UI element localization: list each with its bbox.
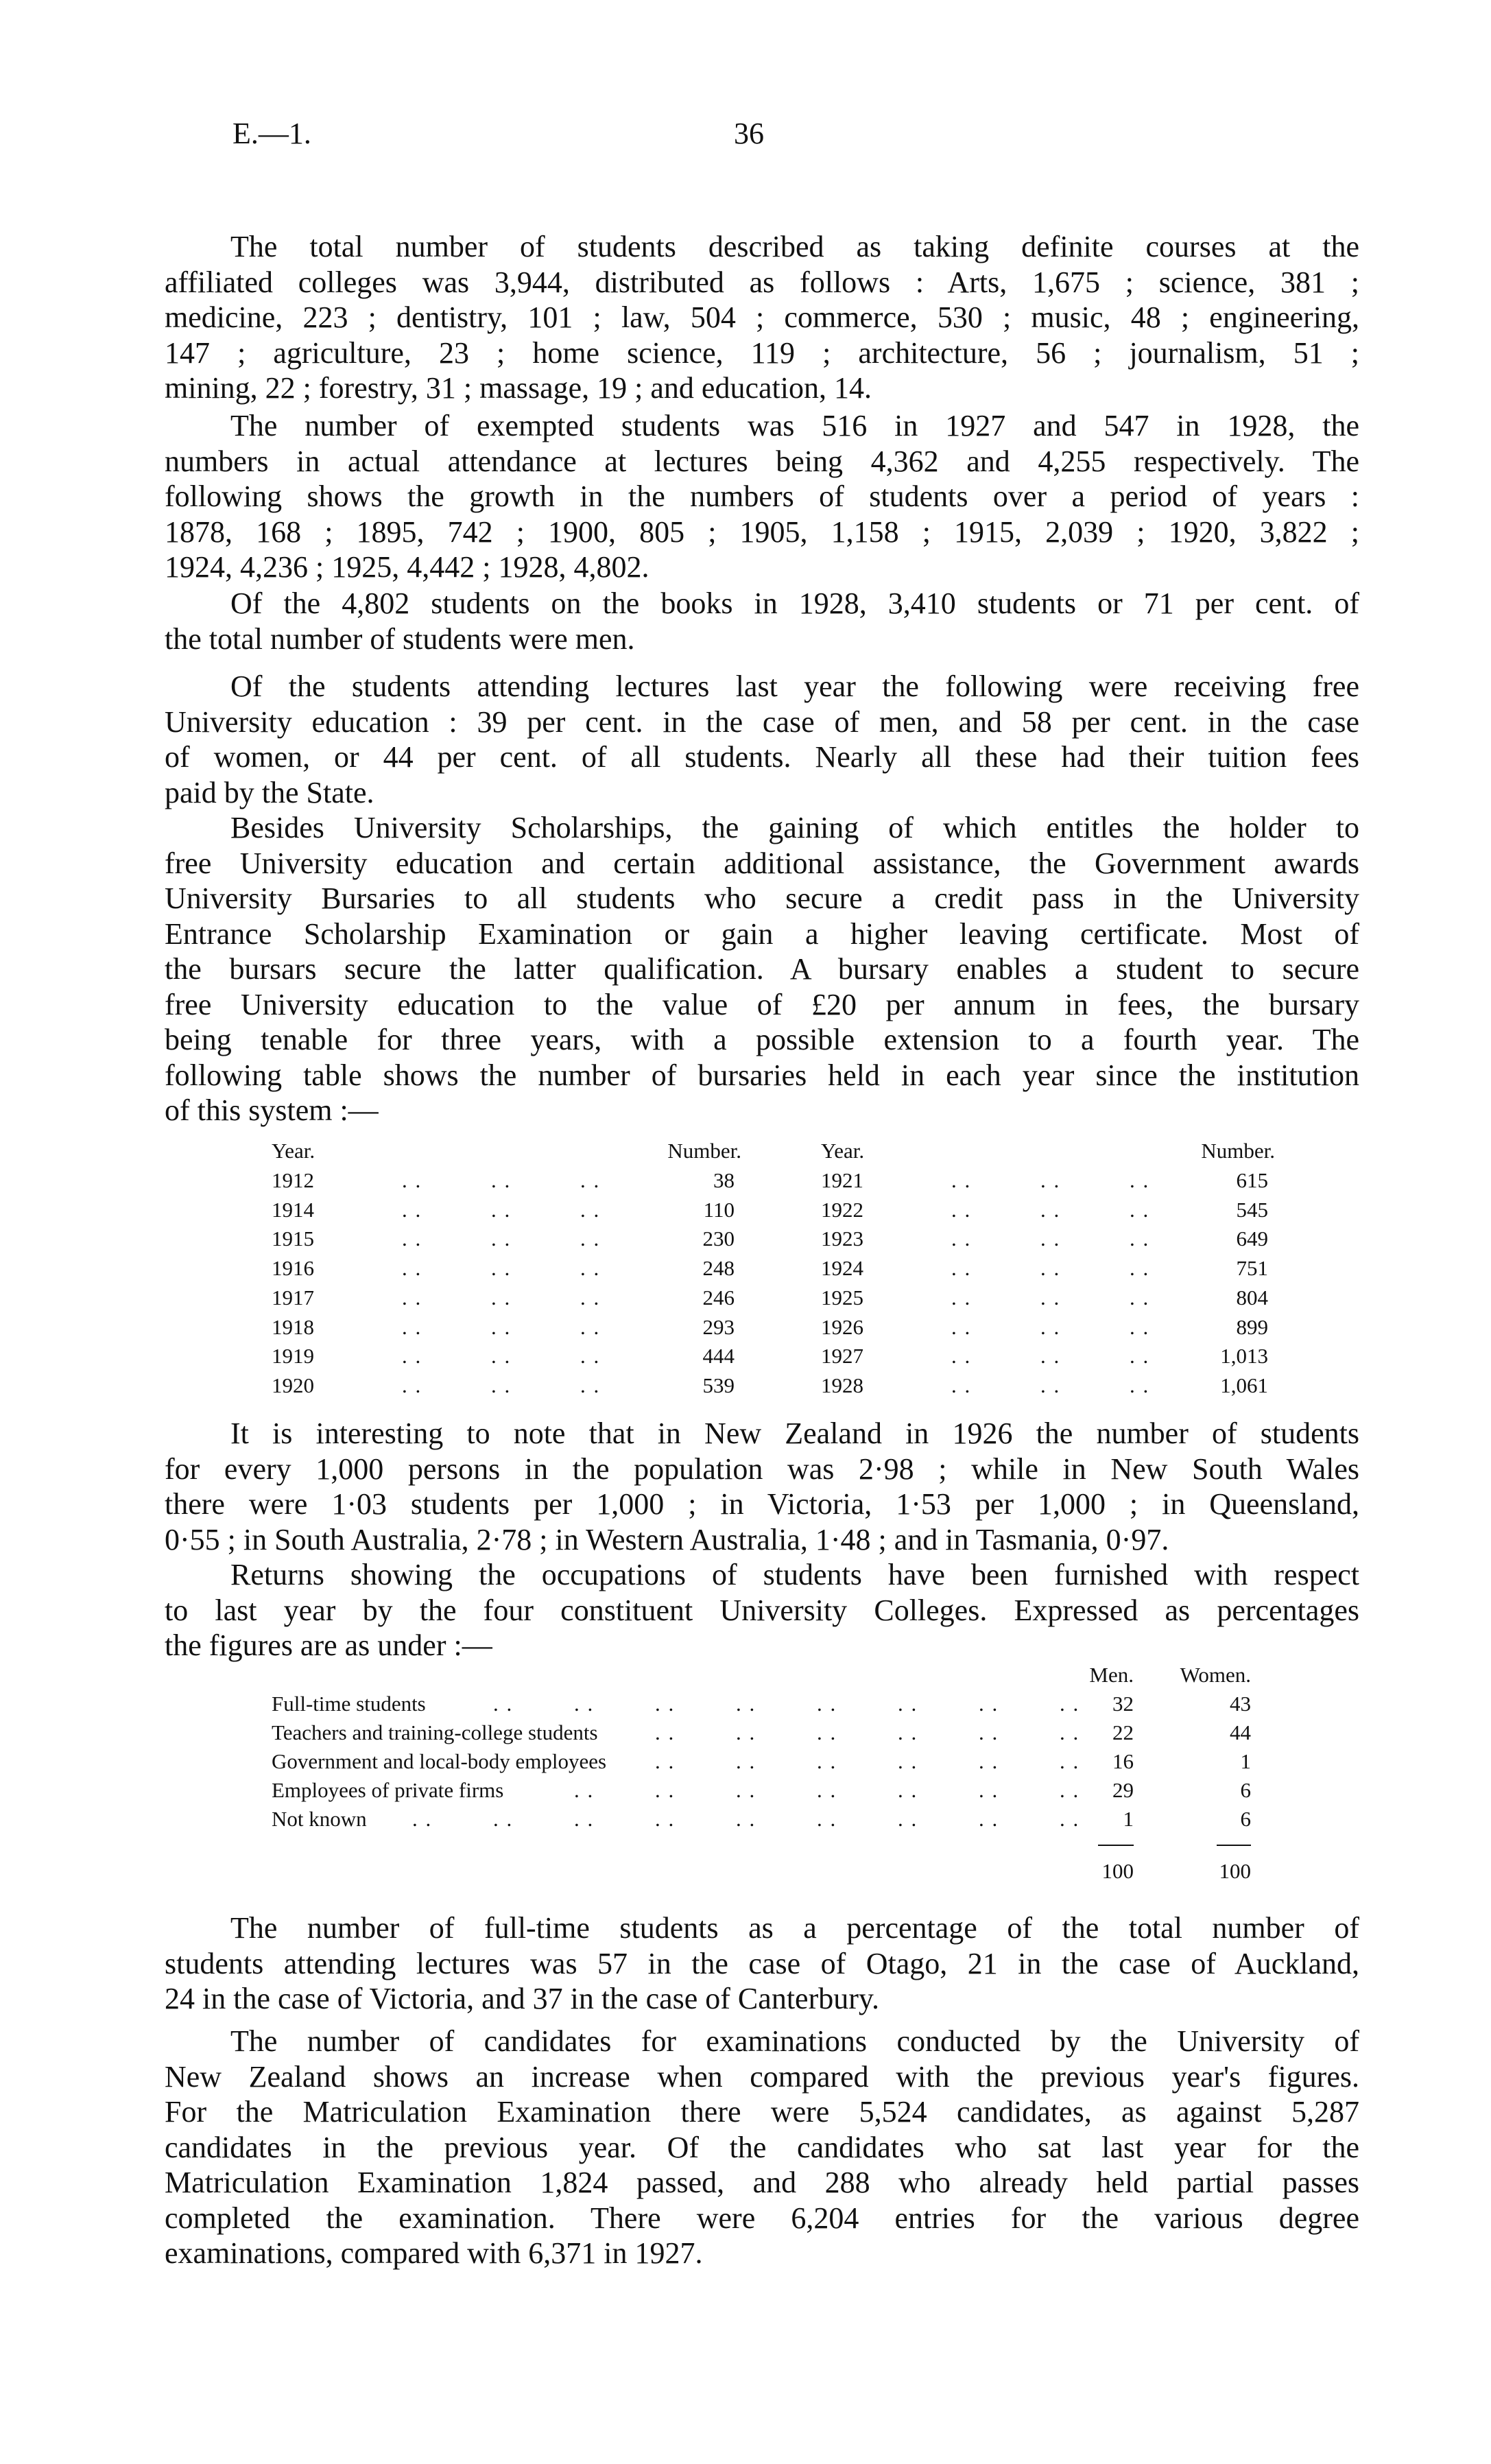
paragraph	[165, 2024, 1359, 2271]
dot-leader: . .	[655, 1778, 676, 1802]
women-value: 43	[1230, 1692, 1251, 1716]
year-cell: 1921	[821, 1168, 863, 1192]
dot-leader: . .	[898, 1778, 918, 1802]
dot-leader: . .	[491, 1373, 512, 1397]
paragraph-line: free University education and certain additional assistance, the Government awards	[165, 846, 1359, 880]
dot-leader: . .	[1060, 1807, 1080, 1831]
dot-leader: . .	[979, 1720, 999, 1744]
paragraph-line: affiliated colleges was 3,944, distributed as follows : Arts, 1,675 ; science, 381 ;	[165, 265, 1359, 299]
year-cell: 1926	[821, 1314, 863, 1339]
dot-leader: . .	[491, 1314, 512, 1339]
year-cell: 1924	[821, 1256, 863, 1281]
dot-leader: . .	[1040, 1256, 1061, 1281]
women-value: 44	[1230, 1720, 1251, 1744]
dot-leader: . .	[402, 1256, 422, 1281]
paragraph-line: The number of candidates for examinations conducted by the University of	[230, 2024, 1359, 2058]
dot-leader: . .	[817, 1807, 837, 1831]
paragraph-line: the bursars secure the latter qualification. A bursary enables a student to secure	[165, 952, 1359, 986]
paragraph-line: 147 ; agriculture, 23 ; home science, 119 ; architecture, 56 ; journalism, 51 ;	[165, 335, 1359, 370]
dot-leader: . .	[491, 1168, 512, 1192]
dot-leader: . .	[736, 1749, 756, 1773]
dot-leader: . .	[1040, 1168, 1061, 1192]
dot-leader: . .	[1130, 1285, 1150, 1310]
paragraph-line: examinations, compared with 6,371 in 1927.	[165, 2236, 703, 2270]
row-label: Employees of private firms	[272, 1778, 504, 1802]
paragraph-line: there were 1·03 students per 1,000 ; in Victoria, 1·53 per 1,000 ; in Queensland,	[165, 1487, 1359, 1521]
dot-leader: . .	[817, 1692, 837, 1716]
number-cell: 751	[1236, 1256, 1268, 1281]
paragraph	[165, 810, 1359, 1128]
men-value: 22	[1112, 1720, 1134, 1744]
year-cell: 1912	[272, 1168, 314, 1192]
dot-leader: . .	[655, 1749, 676, 1773]
dot-leader: . .	[491, 1344, 512, 1369]
paragraph-line: of this system :—	[165, 1093, 379, 1127]
dot-leader: . .	[951, 1285, 972, 1310]
paragraph-line: free University education to the value of £20 per annum in fees, the bursary	[165, 987, 1359, 1021]
dot-leader: . .	[580, 1227, 601, 1251]
dot-leader: . .	[412, 1807, 433, 1831]
paragraph-line: For the Matriculation Examination there were 5,524 candidates, as against 5,287	[165, 2095, 1359, 2129]
women-value: 6	[1240, 1807, 1251, 1831]
number-cell: 545	[1236, 1197, 1268, 1222]
dot-leader: . .	[491, 1197, 512, 1222]
paragraph-line: students attending lectures was 57 in the case of Otago, 21 in the case of Auckland,	[165, 1946, 1359, 1980]
paragraph-line: 1878, 168 ; 1895, 742 ; 1900, 805 ; 1905, 1,158 ; 1915, 2,039 ; 1920, 3,822 ;	[165, 514, 1359, 549]
paragraph-line: completed the examination. There were 6,204 entries for the various degree	[165, 2201, 1359, 2235]
dot-leader: . .	[951, 1256, 972, 1281]
paragraph-line: for every 1,000 persons in the population was 2·98 ; while in New South Wales	[165, 1452, 1359, 1486]
document-reference: E.—1.	[232, 117, 311, 150]
dot-leader: . .	[1040, 1373, 1061, 1397]
dot-leader: . .	[951, 1197, 972, 1222]
paragraph-line: being tenable for three years, with a possible extension to a fourth year. The	[165, 1023, 1359, 1056]
paragraph-line: to last year by the four constituent University Colleges. Expressed as percentages	[165, 1593, 1359, 1627]
dot-leader: . .	[736, 1778, 756, 1802]
number-cell: 230	[702, 1227, 735, 1251]
year-cell: 1927	[821, 1344, 863, 1369]
number-cell: 293	[702, 1314, 735, 1339]
number-cell: 649	[1236, 1227, 1268, 1251]
dot-leader: . .	[1130, 1197, 1150, 1222]
dot-leader: . .	[817, 1749, 837, 1773]
men-total: 100	[1101, 1859, 1134, 1883]
dot-leader: . .	[491, 1285, 512, 1310]
paragraph-line: 0·55 ; in South Australia, 2·78 ; in Western Australia, 1·48 ; and in Tasmania, 0·97.	[165, 1522, 1169, 1556]
column-header-year: Year.	[272, 1139, 315, 1163]
number-cell: 246	[702, 1285, 735, 1310]
column-header-year: Year.	[821, 1139, 865, 1163]
paragraph-line: paid by the State.	[165, 775, 374, 809]
dot-leader: . .	[402, 1314, 422, 1339]
dot-leader: . .	[580, 1285, 601, 1310]
paragraph-line: The number of full-time students as a percentage of the total number of	[230, 1911, 1359, 1945]
dot-leader: . .	[493, 1692, 514, 1716]
number-cell: 899	[1236, 1314, 1268, 1339]
dot-leader: . .	[574, 1692, 595, 1716]
paragraph-line: The total number of students described as taking definite courses at the	[230, 230, 1359, 263]
column-header-number: Number.	[667, 1139, 741, 1163]
paragraph-line: 1924, 4,236 ; 1925, 4,442 ; 1928, 4,802.	[165, 550, 649, 584]
number-cell: 615	[1236, 1168, 1268, 1192]
paragraph	[165, 586, 1359, 656]
dot-leader: . .	[1040, 1344, 1061, 1369]
dot-leader: . .	[402, 1373, 422, 1397]
dot-leader: . .	[1130, 1168, 1150, 1192]
men-value: 1	[1123, 1807, 1134, 1831]
dot-leader: . .	[1040, 1227, 1061, 1251]
paragraph	[165, 1910, 1359, 2017]
paragraph-line: candidates in the previous year. Of the candidates who sat last year for the	[165, 2130, 1359, 2164]
number-cell: 248	[702, 1256, 735, 1281]
paragraph-line: numbers in actual attendance at lectures being 4,362 and 4,255 respectively. The	[165, 444, 1359, 478]
paragraph-line: University Bursaries to all students who secure a credit pass in the University	[165, 881, 1359, 915]
dot-leader: . .	[951, 1373, 972, 1397]
paragraph	[165, 1557, 1359, 1663]
row-label: Teachers and training-college students	[272, 1720, 598, 1744]
year-cell: 1925	[821, 1285, 863, 1310]
year-cell: 1922	[821, 1197, 863, 1222]
column-header-women: Women.	[1180, 1663, 1251, 1687]
dot-leader: . .	[1060, 1778, 1080, 1802]
dot-leader: . .	[493, 1807, 514, 1831]
dot-leader: . .	[817, 1720, 837, 1744]
year-cell: 1915	[272, 1227, 314, 1251]
dot-leader: . .	[1040, 1197, 1061, 1222]
paragraph-line: Of the students attending lectures last year the following were receiving free	[230, 670, 1359, 703]
year-cell: 1914	[272, 1197, 314, 1222]
dot-leader: . .	[898, 1749, 918, 1773]
dot-leader: . .	[402, 1285, 422, 1310]
paragraph-line: Entrance Scholarship Examination or gain a higher leaving certificate. Most of	[165, 916, 1359, 951]
dot-leader: . .	[402, 1197, 422, 1222]
dot-leader: . .	[951, 1227, 972, 1251]
dot-leader: . .	[1040, 1285, 1061, 1310]
number-cell: 539	[702, 1373, 735, 1397]
row-label: Not known	[272, 1807, 367, 1831]
dot-leader: . .	[951, 1168, 972, 1192]
column-header-number: Number.	[1201, 1139, 1275, 1163]
paragraph-line: mining, 22 ; forestry, 31 ; massage, 19 ; and education, 14.	[165, 371, 872, 405]
number-cell: 1,061	[1220, 1373, 1268, 1397]
dot-leader: . .	[580, 1197, 601, 1222]
dot-leader: . .	[979, 1692, 999, 1716]
page-number: 36	[734, 117, 764, 150]
dot-leader: . .	[402, 1227, 422, 1251]
paragraph-line: Of the 4,802 students on the books in 1928, 3,410 students or 71 per cent. of	[230, 587, 1359, 620]
dot-leader: . .	[951, 1344, 972, 1369]
dot-leader: . .	[491, 1227, 512, 1251]
dot-leader: . .	[898, 1720, 918, 1744]
dot-leader: . .	[898, 1807, 918, 1831]
paragraph-line: following table shows the number of bursaries held in each year since the institution	[165, 1058, 1359, 1092]
dot-leader: . .	[1060, 1692, 1080, 1716]
dot-leader: . .	[402, 1344, 422, 1369]
dot-leader: . .	[736, 1807, 756, 1831]
dot-leader: . .	[580, 1344, 601, 1369]
number-cell: 38	[713, 1168, 735, 1192]
dot-leader: . .	[1060, 1720, 1080, 1744]
paragraph	[165, 1416, 1359, 1557]
paragraph-line: medicine, 223 ; dentistry, 101 ; law, 504 ; commerce, 530 ; music, 48 ; engineering,	[165, 300, 1359, 334]
paragraph-line: the figures are as under :—	[165, 1628, 492, 1662]
paragraph-line: It is interesting to note that in New Zealand in 1926 the number of students	[230, 1417, 1359, 1450]
number-cell: 804	[1236, 1285, 1268, 1310]
dot-leader: . .	[951, 1314, 972, 1339]
year-cell: 1920	[272, 1373, 314, 1397]
dot-leader: . .	[979, 1749, 999, 1773]
total-rule	[1217, 1845, 1251, 1846]
dot-leader: . .	[574, 1807, 595, 1831]
paragraph-line: The number of exempted students was 516 in 1927 and 547 in 1928, the	[230, 409, 1359, 442]
paragraph	[165, 669, 1359, 810]
paragraph	[165, 229, 1359, 406]
dot-leader: . .	[655, 1692, 676, 1716]
year-cell: 1917	[272, 1285, 314, 1310]
dot-leader: . .	[580, 1256, 601, 1281]
paragraph	[165, 408, 1359, 585]
paragraph-line: New Zealand shows an increase when compared with the previous year's figures.	[165, 2059, 1359, 2094]
men-value: 32	[1112, 1692, 1134, 1716]
dot-leader: . .	[898, 1692, 918, 1716]
paragraph-line: the total number of students were men.	[165, 621, 635, 656]
year-cell: 1923	[821, 1227, 863, 1251]
women-value: 6	[1240, 1778, 1251, 1802]
row-label: Full-time students	[272, 1692, 426, 1716]
dot-leader: . .	[979, 1807, 999, 1831]
year-cell: 1918	[272, 1314, 314, 1339]
paragraph-line: 24 in the case of Victoria, and 37 in the case of Canterbury.	[165, 1982, 880, 2015]
year-cell: 1928	[821, 1373, 863, 1397]
paragraph-line: University education : 39 per cent. in the case of men, and 58 per cent. in the case	[165, 704, 1359, 739]
dot-leader: . .	[817, 1778, 837, 1802]
paragraph-line: Besides University Scholarships, the gaining of which entitles the holder to	[230, 811, 1359, 844]
women-value: 1	[1240, 1749, 1251, 1773]
dot-leader: . .	[402, 1168, 422, 1192]
year-cell: 1919	[272, 1344, 314, 1369]
dot-leader: . .	[580, 1168, 601, 1192]
number-cell: 1,013	[1220, 1344, 1268, 1369]
dot-leader: . .	[979, 1778, 999, 1802]
dot-leader: . .	[1130, 1373, 1150, 1397]
dot-leader: . .	[1130, 1344, 1150, 1369]
dot-leader: . .	[736, 1720, 756, 1744]
dot-leader: . .	[655, 1720, 676, 1744]
paragraph-line: following shows the growth in the numbers of students over a period of years :	[165, 479, 1359, 513]
dot-leader: . .	[580, 1373, 601, 1397]
dot-leader: . .	[736, 1692, 756, 1716]
dot-leader: . .	[1130, 1314, 1150, 1339]
dot-leader: . .	[580, 1314, 601, 1339]
paragraph-line: of women, or 44 per cent. of all students. Nearly all these had their tuition fees	[165, 740, 1359, 774]
dot-leader: . .	[1040, 1314, 1061, 1339]
dot-leader: . .	[574, 1778, 595, 1802]
paragraph-line: Returns showing the occupations of students have been furnished with respect	[230, 1558, 1359, 1591]
total-rule	[1098, 1845, 1134, 1846]
dot-leader: . .	[1060, 1749, 1080, 1773]
number-cell: 444	[702, 1344, 735, 1369]
row-label: Government and local-body employees	[272, 1749, 607, 1773]
paragraph-line: Matriculation Examination 1,824 passed, and 288 who already held partial passes	[165, 2166, 1359, 2199]
women-total: 100	[1219, 1859, 1251, 1883]
dot-leader: . .	[1130, 1227, 1150, 1251]
dot-leader: . .	[1130, 1256, 1150, 1281]
men-value: 29	[1112, 1778, 1134, 1802]
column-header-men: Men.	[1089, 1663, 1134, 1687]
dot-leader: . .	[655, 1807, 676, 1831]
men-value: 16	[1112, 1749, 1134, 1773]
year-cell: 1916	[272, 1256, 314, 1281]
dot-leader: . .	[491, 1256, 512, 1281]
number-cell: 110	[703, 1197, 735, 1222]
